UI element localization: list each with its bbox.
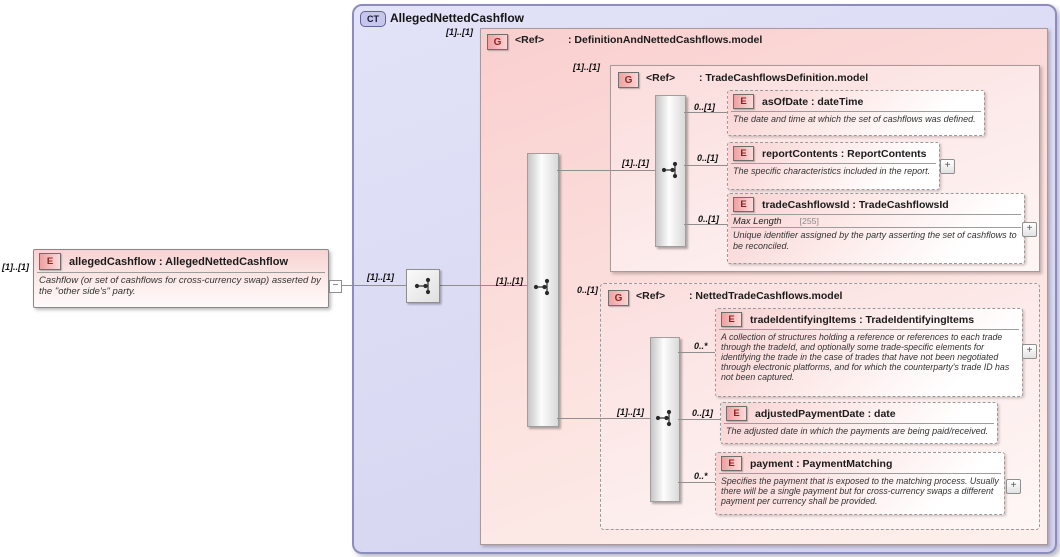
group-header — [487, 34, 766, 50]
element-box-adjustedPaymentDate[interactable] — [720, 402, 998, 444]
cardinality-label: [1]..[1] — [367, 272, 394, 282]
element-title: adjustedPaymentDate : date — [755, 407, 896, 420]
element-title: tradeIdentifyingItems : TradeIdentifyingItems — [750, 313, 975, 326]
connector-line — [557, 418, 651, 419]
connector-line — [678, 352, 715, 353]
element-badge-icon: E — [721, 456, 742, 471]
element-header — [728, 143, 939, 163]
group-name: <Ref> — [636, 290, 666, 302]
sequence-icon — [659, 159, 681, 181]
element-description: The adjusted date in which the payments are being paid/received. — [726, 426, 989, 436]
collapse-button[interactable]: − — [329, 280, 342, 293]
connector-line — [678, 419, 720, 420]
element-header — [728, 194, 1024, 214]
expand-button[interactable]: + — [1022, 222, 1037, 237]
cardinality-label: 0..[1] — [692, 408, 714, 418]
cardinality-label: 0..* — [694, 471, 708, 481]
group-type: : NettedTradeCashflows.model — [689, 290, 843, 302]
element-badge-icon: E — [733, 146, 754, 161]
element-description: Specifies the payment that is exposed to the matching process. Usually there will be a single payment but for cross-currency swaps a different payment per currency shall be provided. — [721, 476, 999, 507]
element-box-asOfDate[interactable] — [727, 90, 985, 136]
cardinality-label: 0..[1] — [698, 214, 720, 224]
connector-line — [557, 170, 656, 171]
element-title: payment : PaymentMatching — [750, 457, 893, 470]
element-description: The date and time at which the set of cashflows was defined. — [733, 114, 976, 124]
sequence-icon — [653, 407, 675, 429]
connector-line — [684, 224, 727, 225]
cardinality-label: [1]..[1] — [2, 262, 29, 272]
cardinality-label: [1]..[1] — [573, 62, 600, 72]
element-title: asOfDate : dateTime — [762, 95, 864, 108]
group-type: : DefinitionAndNettedCashflows.model — [568, 34, 763, 46]
facet-row — [728, 215, 1024, 227]
expand-button[interactable]: + — [940, 159, 955, 174]
element-box-tradeIdentifyingItems[interactable] — [715, 308, 1023, 397]
element-title: reportContents : ReportContents — [762, 147, 927, 160]
element-badge-icon: E — [726, 406, 747, 421]
cardinality-label: 0..[1] — [577, 285, 599, 295]
expand-button[interactable]: + — [1006, 479, 1021, 494]
sequence-icon — [412, 275, 434, 297]
group-header — [608, 290, 842, 306]
element-box-reportContents[interactable] — [727, 142, 940, 190]
element-title: tradeCashflowsId : TradeCashflowsId — [762, 198, 949, 211]
element-header — [716, 453, 1004, 473]
element-description: Cashflow (or set of cashflows for cross-currency swap) asserted by the "other side's" party. — [39, 275, 321, 298]
cardinality-label: [1]..[1] — [617, 407, 644, 417]
group-header — [618, 72, 868, 88]
element-header — [728, 91, 984, 111]
element-description: Unique identifier assigned by the party asserting the set of cashflows to be reconciled. — [733, 230, 1017, 251]
element-description: A collection of structures holding a reference or references to each trade through the tradeId, and optionally some trade-specific elements for identifying the trade in the case of trades that have not been negotiated through electronic platforms, and for which the counterparty's trade ID has not been captured. — [721, 332, 1010, 383]
complex-type-title: AllegedNettedCashflow — [390, 11, 525, 25]
group-badge-icon: G — [487, 34, 508, 50]
element-box-allegedCashflow[interactable] — [33, 249, 329, 308]
element-badge-icon: E — [733, 94, 754, 109]
complex-type-badge-icon: CT — [360, 11, 386, 27]
connector-line — [684, 112, 727, 113]
facet-value: [255] — [799, 216, 819, 226]
element-title: allegedCashflow : AllegedNettedCashflow — [69, 255, 289, 268]
element-badge-icon: E — [39, 253, 61, 270]
element-header — [721, 403, 997, 423]
cardinality-label: 0..* — [694, 341, 708, 351]
group-type: : TradeCashflowsDefinition.model — [699, 72, 869, 84]
group-name: <Ref> — [646, 72, 676, 84]
element-box-payment[interactable] — [715, 452, 1005, 515]
cardinality-label: 0..[1] — [694, 102, 716, 112]
element-header — [34, 250, 328, 272]
connector-line — [684, 165, 727, 166]
group-badge-icon: G — [608, 290, 629, 306]
sequence-icon — [531, 276, 553, 298]
element-header — [716, 309, 1022, 329]
sequence-compositor[interactable] — [406, 269, 440, 303]
element-badge-icon: E — [733, 197, 754, 212]
cardinality-label: [1]..[1] — [496, 276, 523, 286]
element-box-tradeCashflowsId[interactable] — [727, 193, 1025, 264]
expand-button[interactable]: + — [1022, 344, 1037, 359]
connector-line — [678, 482, 715, 483]
cardinality-label: 0..[1] — [697, 153, 719, 163]
element-description: The specific characteristics included in the report. — [733, 166, 931, 176]
facet-name: Max Length — [733, 216, 782, 226]
element-badge-icon: E — [721, 312, 742, 327]
cardinality-label: [1]..[1] — [622, 158, 649, 168]
group-name: <Ref> — [515, 34, 545, 46]
group-badge-icon: G — [618, 72, 639, 88]
cardinality-label: [1]..[1] — [446, 27, 473, 37]
